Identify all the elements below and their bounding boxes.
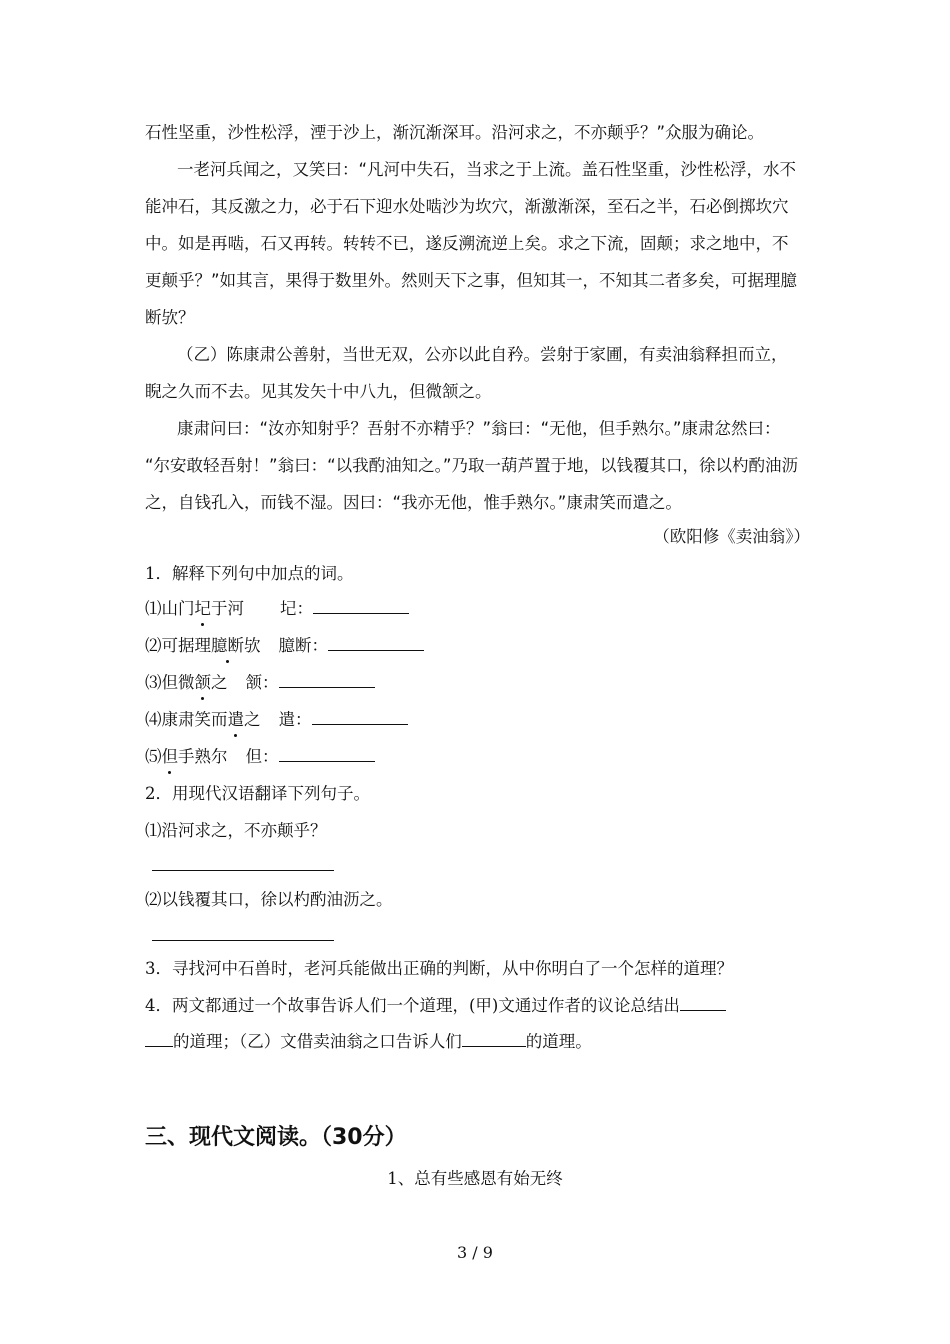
question-1-item: ⑷康肃笑而遣之 遣： xyxy=(145,709,810,731)
passage-source: （欧阳修《卖油翁》） xyxy=(653,527,810,546)
passage-line: 睨之久而不去。见其发矢十中八九，但微颔之。 xyxy=(145,382,492,401)
answer-blank[interactable] xyxy=(145,1031,173,1047)
question-1-item: ⑸但手熟尔 但： xyxy=(145,746,810,768)
question-2-sentence: ⑴沿河求之，不亦颠乎？ xyxy=(145,821,327,840)
question-3: 3．寻找河中石兽时，老河兵能做出正确的判断，从中你明白了一个怎样的道理？ xyxy=(145,959,733,978)
passage-line: 石性坚重，沙性松浮，湮于沙上，渐沉渐深耳。沿河求之，不亦颠乎？”众服为确论。 xyxy=(145,123,765,142)
question-4-line2: 的道理；（乙）文借卖油翁之口告诉人们 的道理。 xyxy=(145,1031,810,1053)
article-title: 1、总有些感恩有始无终 xyxy=(387,1169,563,1188)
question-2-sentence: ⑵以钱覆其口，徐以杓酌油沥之。 xyxy=(145,890,393,909)
answer-line[interactable] xyxy=(152,870,334,871)
passage-line: （乙）陈康肃公善射，当世无双，公亦以此自矜。尝射于家圃，有卖油翁释担而立， xyxy=(177,345,788,364)
question-4-line1: 4．两文都通过一个故事告诉人们一个道理，(甲)文通过作者的议论总结出 xyxy=(145,995,810,1017)
passage-line: 一老河兵闻之，又笑曰：“凡河中失石，当求之于上流。盖石性坚重，沙性松浮，水不 xyxy=(177,160,797,179)
dotted-word: 颔 xyxy=(194,673,211,692)
question-2-stem: 2．用现代汉语翻译下列句子。 xyxy=(145,784,370,803)
passage-line: 能冲石，其反激之力，必于石下迎水处啮沙为坎穴，渐激渐深，至石之半，石必倒掷坎穴 xyxy=(145,197,789,216)
answer-blank[interactable] xyxy=(313,598,409,614)
question-1-item: ⑵可据理臆断欤 臆断： xyxy=(145,635,810,657)
passage-line: 康肃问曰：“汝亦知射乎？吾射不亦精乎？”翁曰：“无他，但手熟尔。”康肃忿然曰： xyxy=(177,419,781,438)
answer-blank[interactable] xyxy=(312,709,408,725)
answer-line[interactable] xyxy=(152,940,334,941)
passage-line: 更颠乎？”如其言，果得于数里外。然则天下之事，但知其一，不知其二者多矣，可据理臆 xyxy=(145,271,798,290)
page-number: 3 / 9 xyxy=(457,1243,493,1262)
passage-line: 中。如是再啮，石又再转。转转不已，遂反溯流逆上矣。求之下流，固颠；求之地中，不 xyxy=(145,234,789,253)
dotted-word: 圮 xyxy=(194,599,211,618)
answer-blank[interactable] xyxy=(328,635,424,651)
passage-line: 之，自钱孔入，而钱不湿。因曰：“我亦无他，惟手熟尔。”康肃笑而遣之。 xyxy=(145,493,682,512)
answer-blank[interactable] xyxy=(462,1031,526,1047)
answer-blank[interactable] xyxy=(680,995,726,1011)
passage-line: 断欤？ xyxy=(145,308,195,327)
dotted-word: 臆断 xyxy=(211,636,244,655)
answer-blank[interactable] xyxy=(279,746,375,762)
question-1-stem: 1．解释下列句中加点的词。 xyxy=(145,564,354,583)
section-title: 三、现代文阅读。（30分） xyxy=(145,1125,407,1150)
question-1-item: ⑴山门圮于河 圮： xyxy=(145,598,810,620)
answer-blank[interactable] xyxy=(279,672,375,688)
dotted-word: 但 xyxy=(161,747,178,766)
passage-line: “尔安敢轻吾射！”翁曰：“以我酌油知之。”乃取一葫芦置于地，以钱覆其口，徐以杓酌油沥 xyxy=(145,456,798,475)
question-1-item: ⑶但微颔之 颔： xyxy=(145,672,810,694)
dotted-word: 遣 xyxy=(227,710,244,729)
